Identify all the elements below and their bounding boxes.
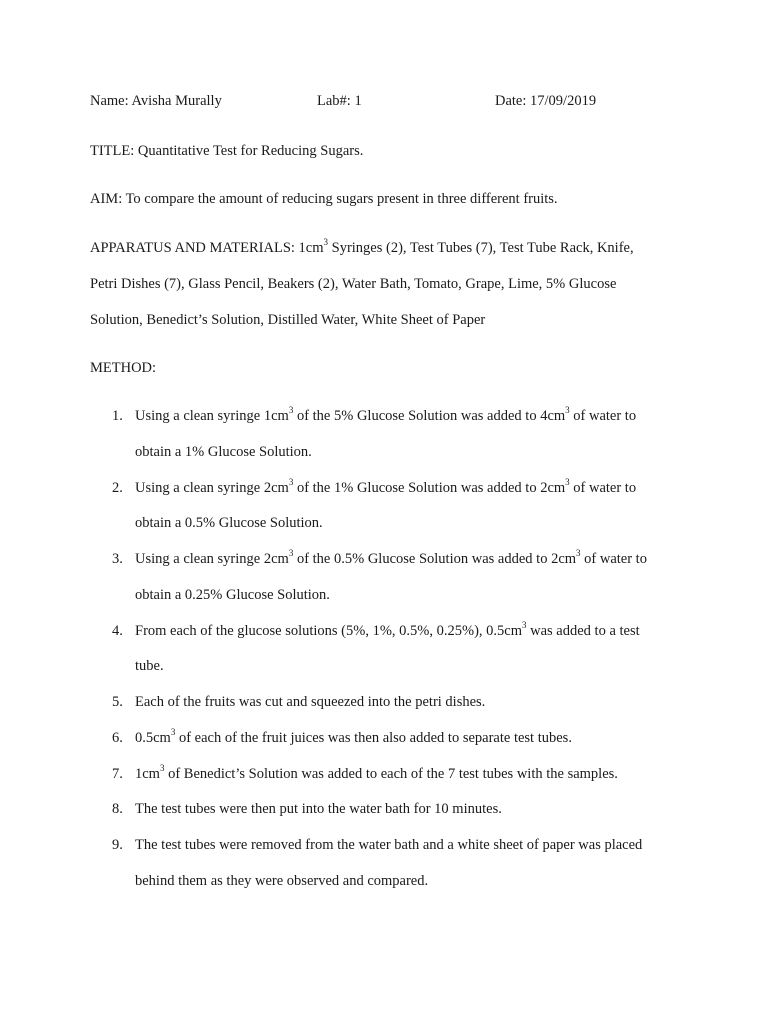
- lab-number: Lab#: 1: [317, 93, 362, 109]
- step-number: 6.: [112, 730, 123, 746]
- superscript: 3: [288, 548, 294, 559]
- apparatus-line-1: [90, 239, 634, 257]
- superscript: 3: [576, 548, 581, 559]
- superscript: 3: [565, 477, 570, 488]
- apparatus-line-1-suffix: Syringes (2), Test Tubes (7), Test Tube Rack, Knife,: [328, 240, 634, 256]
- method-heading: METHOD:: [90, 360, 157, 376]
- aim-statement: AIM: To compare the amount of reducing sugars present in three different fruits.: [90, 191, 558, 207]
- step-number: 3.: [112, 551, 123, 567]
- apparatus-line-1-prefix: APPARATUS AND MATERIALS: 1cm: [90, 240, 324, 256]
- step-text-part: of Benedict’s Solution was added to each of the 7 test tubes with the samples.: [164, 766, 618, 782]
- step-continuation: obtain a 0.25% Glucose Solution.: [135, 587, 330, 603]
- step-text: Each of the fruits was cut and squeezed into the petri dishes.: [135, 694, 486, 710]
- step-text-part: of the 0.5% Glucose Solution was added to 2cm: [293, 551, 577, 567]
- step-number: 4.: [112, 623, 123, 639]
- step-number: 7.: [112, 766, 123, 782]
- step-text-part: of the 5% Glucose Solution was added to 4cm: [293, 408, 566, 424]
- apparatus-line-3: Solution, Benedict’s Solution, Distilled Water, White Sheet of Paper: [90, 312, 486, 328]
- step-text: [135, 550, 675, 568]
- step-text-part: of each of the fruit juices was then also added to separate test tubes.: [175, 730, 572, 746]
- step-text-part: of the 1% Glucose Solution was added to 2cm: [293, 480, 566, 496]
- superscript: 3: [522, 620, 527, 631]
- step-number: 9.: [112, 837, 123, 853]
- step-text-part: of water to: [569, 408, 637, 424]
- superscript: 3: [159, 763, 165, 774]
- step-text-part: Using a clean syringe 2cm: [135, 480, 289, 496]
- step-text: [135, 407, 675, 425]
- step-text-part: of water to: [580, 551, 647, 567]
- step-text-part: 0.5cm: [135, 730, 171, 746]
- lab-date: Date: 17/09/2019: [495, 93, 597, 109]
- document-title: TITLE: Quantitative Test for Reducing Sugars.: [90, 143, 364, 159]
- step-text-part: Using a clean syringe 2cm: [135, 551, 289, 567]
- step-text: [135, 622, 675, 640]
- step-text: The test tubes were then put into the water bath for 10 minutes.: [135, 801, 502, 817]
- step-continuation: tube.: [135, 658, 164, 674]
- step-number: 5.: [112, 694, 123, 710]
- step-text-part: Using a clean syringe 1cm: [135, 408, 289, 424]
- step-number: 2.: [112, 480, 123, 496]
- step-text: [135, 479, 675, 497]
- superscript: 3: [323, 237, 329, 248]
- step-number: 8.: [112, 801, 123, 817]
- step-text-part: From each of the glucose solutions (5%, 1%, 0.5%, 0.25%), 0.5cm: [135, 623, 522, 639]
- step-text: [135, 729, 675, 747]
- step-text-part: was added to a test: [526, 623, 640, 639]
- superscript: 3: [170, 727, 176, 738]
- step-text-part: of water to: [569, 480, 637, 496]
- superscript: 3: [288, 477, 294, 488]
- apparatus-line-2: Petri Dishes (7), Glass Pencil, Beakers (2), Water Bath, Tomato, Grape, Lime, 5% Glucose: [90, 276, 617, 292]
- step-text-part: 1cm: [135, 766, 160, 782]
- student-name: Name: Avisha Murally: [90, 93, 222, 109]
- step-text: The test tubes were removed from the water bath and a white sheet of paper was placed: [135, 837, 643, 853]
- step-continuation: behind them as they were observed and compared.: [135, 873, 429, 889]
- step-continuation: obtain a 1% Glucose Solution.: [135, 444, 312, 460]
- step-text: [135, 765, 675, 783]
- step-number: 1.: [112, 408, 123, 424]
- superscript: 3: [288, 405, 294, 416]
- superscript: 3: [565, 405, 570, 416]
- step-continuation: obtain a 0.5% Glucose Solution.: [135, 515, 323, 531]
